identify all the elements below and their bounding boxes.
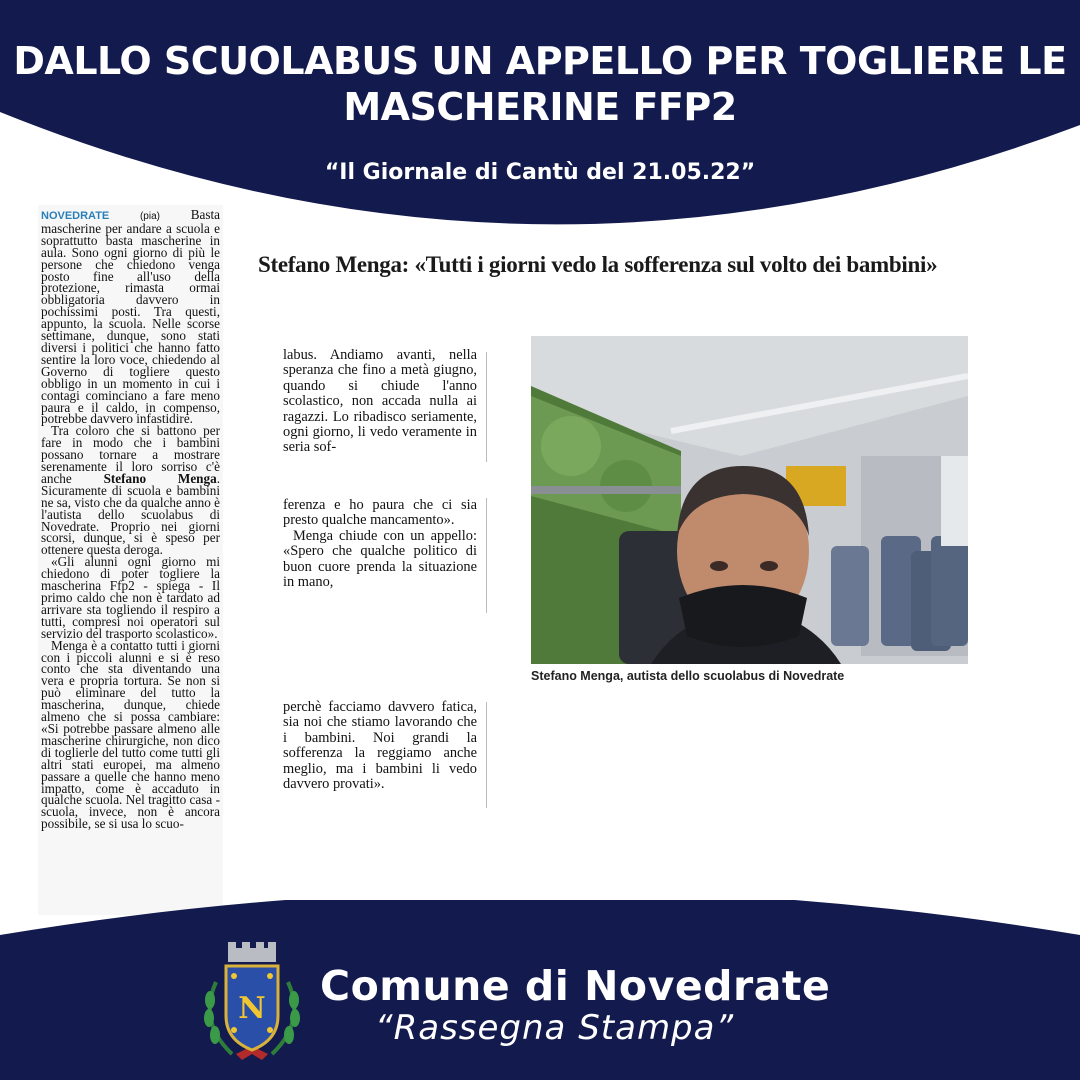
clipping-lead: Basta mascherine per andare a scuola e soprattutto basta mascherine in aula. Sono ogni giorno di più le persone che chiedono venga posto fine all'uso della protezione, rimasta ormai obbligatoria davvero in pochissimi posti. Tra questi, appunto, la scuola. Nelle scorse settimane, dunque, sono stati diversi i politici che hanno fatto sentire la loro voce, chiedendo al Governo di togliere questo obbligo in un momento in cui i contagi cominciano a fare meno paura e il caldo, in compenso, potrebbe davvero infastidire.: [41, 207, 221, 427]
column-divider: [486, 702, 487, 808]
clipping-kicker: NOVEDRATE: [41, 210, 110, 222]
municipal-crest-icon: [196, 942, 308, 1066]
page-headline: DALLO SCUOLABUS UN APPELLO PER TOGLIERE LE MASCHERINE FFP2: [13, 39, 1067, 129]
organization-subtitle: “Rassegna Stampa”: [375, 1008, 735, 1048]
article-column-1: [283, 348, 477, 456]
clipping-paragraph-4: Menga è a contatto tutti i giorni con i piccoli alunni e si è reso conto che sta diventando una vera e propria tortura. Se non si può eliminare del tutto la mascherina, dunque, chiede almeno che si possa cambiare: «Si potrebbe passare almeno alle mascherine chirurgiche, non dico di toglierle del tutto come tutti gli altri stati europei, ma almeno passare a quelle che hanno meno impatto, come è accaduto in qualche scuola. Nel tragitto casa - scuola, invece, non è ancora possibile, se si usa lo scuo-: [41, 637, 220, 832]
clipping-name: Stefano Menga: [103, 470, 217, 486]
newspaper-clipping-column: [38, 205, 223, 915]
source-citation: “Il Giornale di Cantù del 21.05.22”: [324, 160, 756, 185]
article-column-2-text-b: Menga chiude con un appello: «Spero che qualche politico di buon cuore prenda la situazione in mano,: [283, 527, 477, 591]
article-column-2-text-a: ferenza e ho paura che ci sia presto qualche mancamento».: [283, 497, 477, 529]
article-column-1-text: labus. Andiamo avanti, nella speranza che fino a metà giugno, quando si chiude l'anno scolastico, non accada nulla ai ragazzi. Lo ribadisco seriamente, ogni giorno, li vedo veramente in seria sof-: [283, 347, 477, 456]
photo-caption: Stefano Menga, autista dello scuolabus di Novedrate: [531, 669, 845, 683]
bus-driver-photo: [531, 336, 968, 664]
column-divider: [486, 498, 487, 613]
article-column-3: [283, 700, 477, 792]
organization-name: Comune di Novedrate: [320, 962, 831, 1010]
crest-letter: N: [238, 991, 266, 1026]
clipping-paragraph-2a: Tra coloro che si battono per fare in modo che i bambini possano tornare a mostrare serenamente il loro sorriso c'è anche: [41, 423, 220, 486]
clipping-paragraph-3: «Gli alunni ogni giorno mi chiedono di poter togliere la mascherina Ffp2 - spiega - Il primo caldo che non è tardato ad arrivare sta togliendo il respiro a tutti, compresi noi operatori sul servizio del trasporto scolastico».: [41, 554, 220, 641]
clipping-paragraph-2b: . Sicuramente di scuola e bambini ne sa, visto che da qualche anno è l'autista dello scuolabus di Novedrate. Proprio nei giorni scorsi, dunque, si è speso per ottenere questa deroga.: [41, 470, 220, 558]
article-headline: Stefano Menga: «Tutti i giorni vedo la sofferenza sul volto dei bambini»: [258, 252, 938, 277]
column-divider: [486, 352, 487, 462]
clipping-byline: (pia): [139, 211, 160, 222]
article-column-3-text: perchè facciamo davvero fatica, sia noi che stiamo lavorando che i bambini. Noi grandi la sofferenza la reggiamo anche meglio, ma i bambini li vedo davvero provati».: [283, 699, 477, 793]
article-column-2: [283, 498, 477, 590]
